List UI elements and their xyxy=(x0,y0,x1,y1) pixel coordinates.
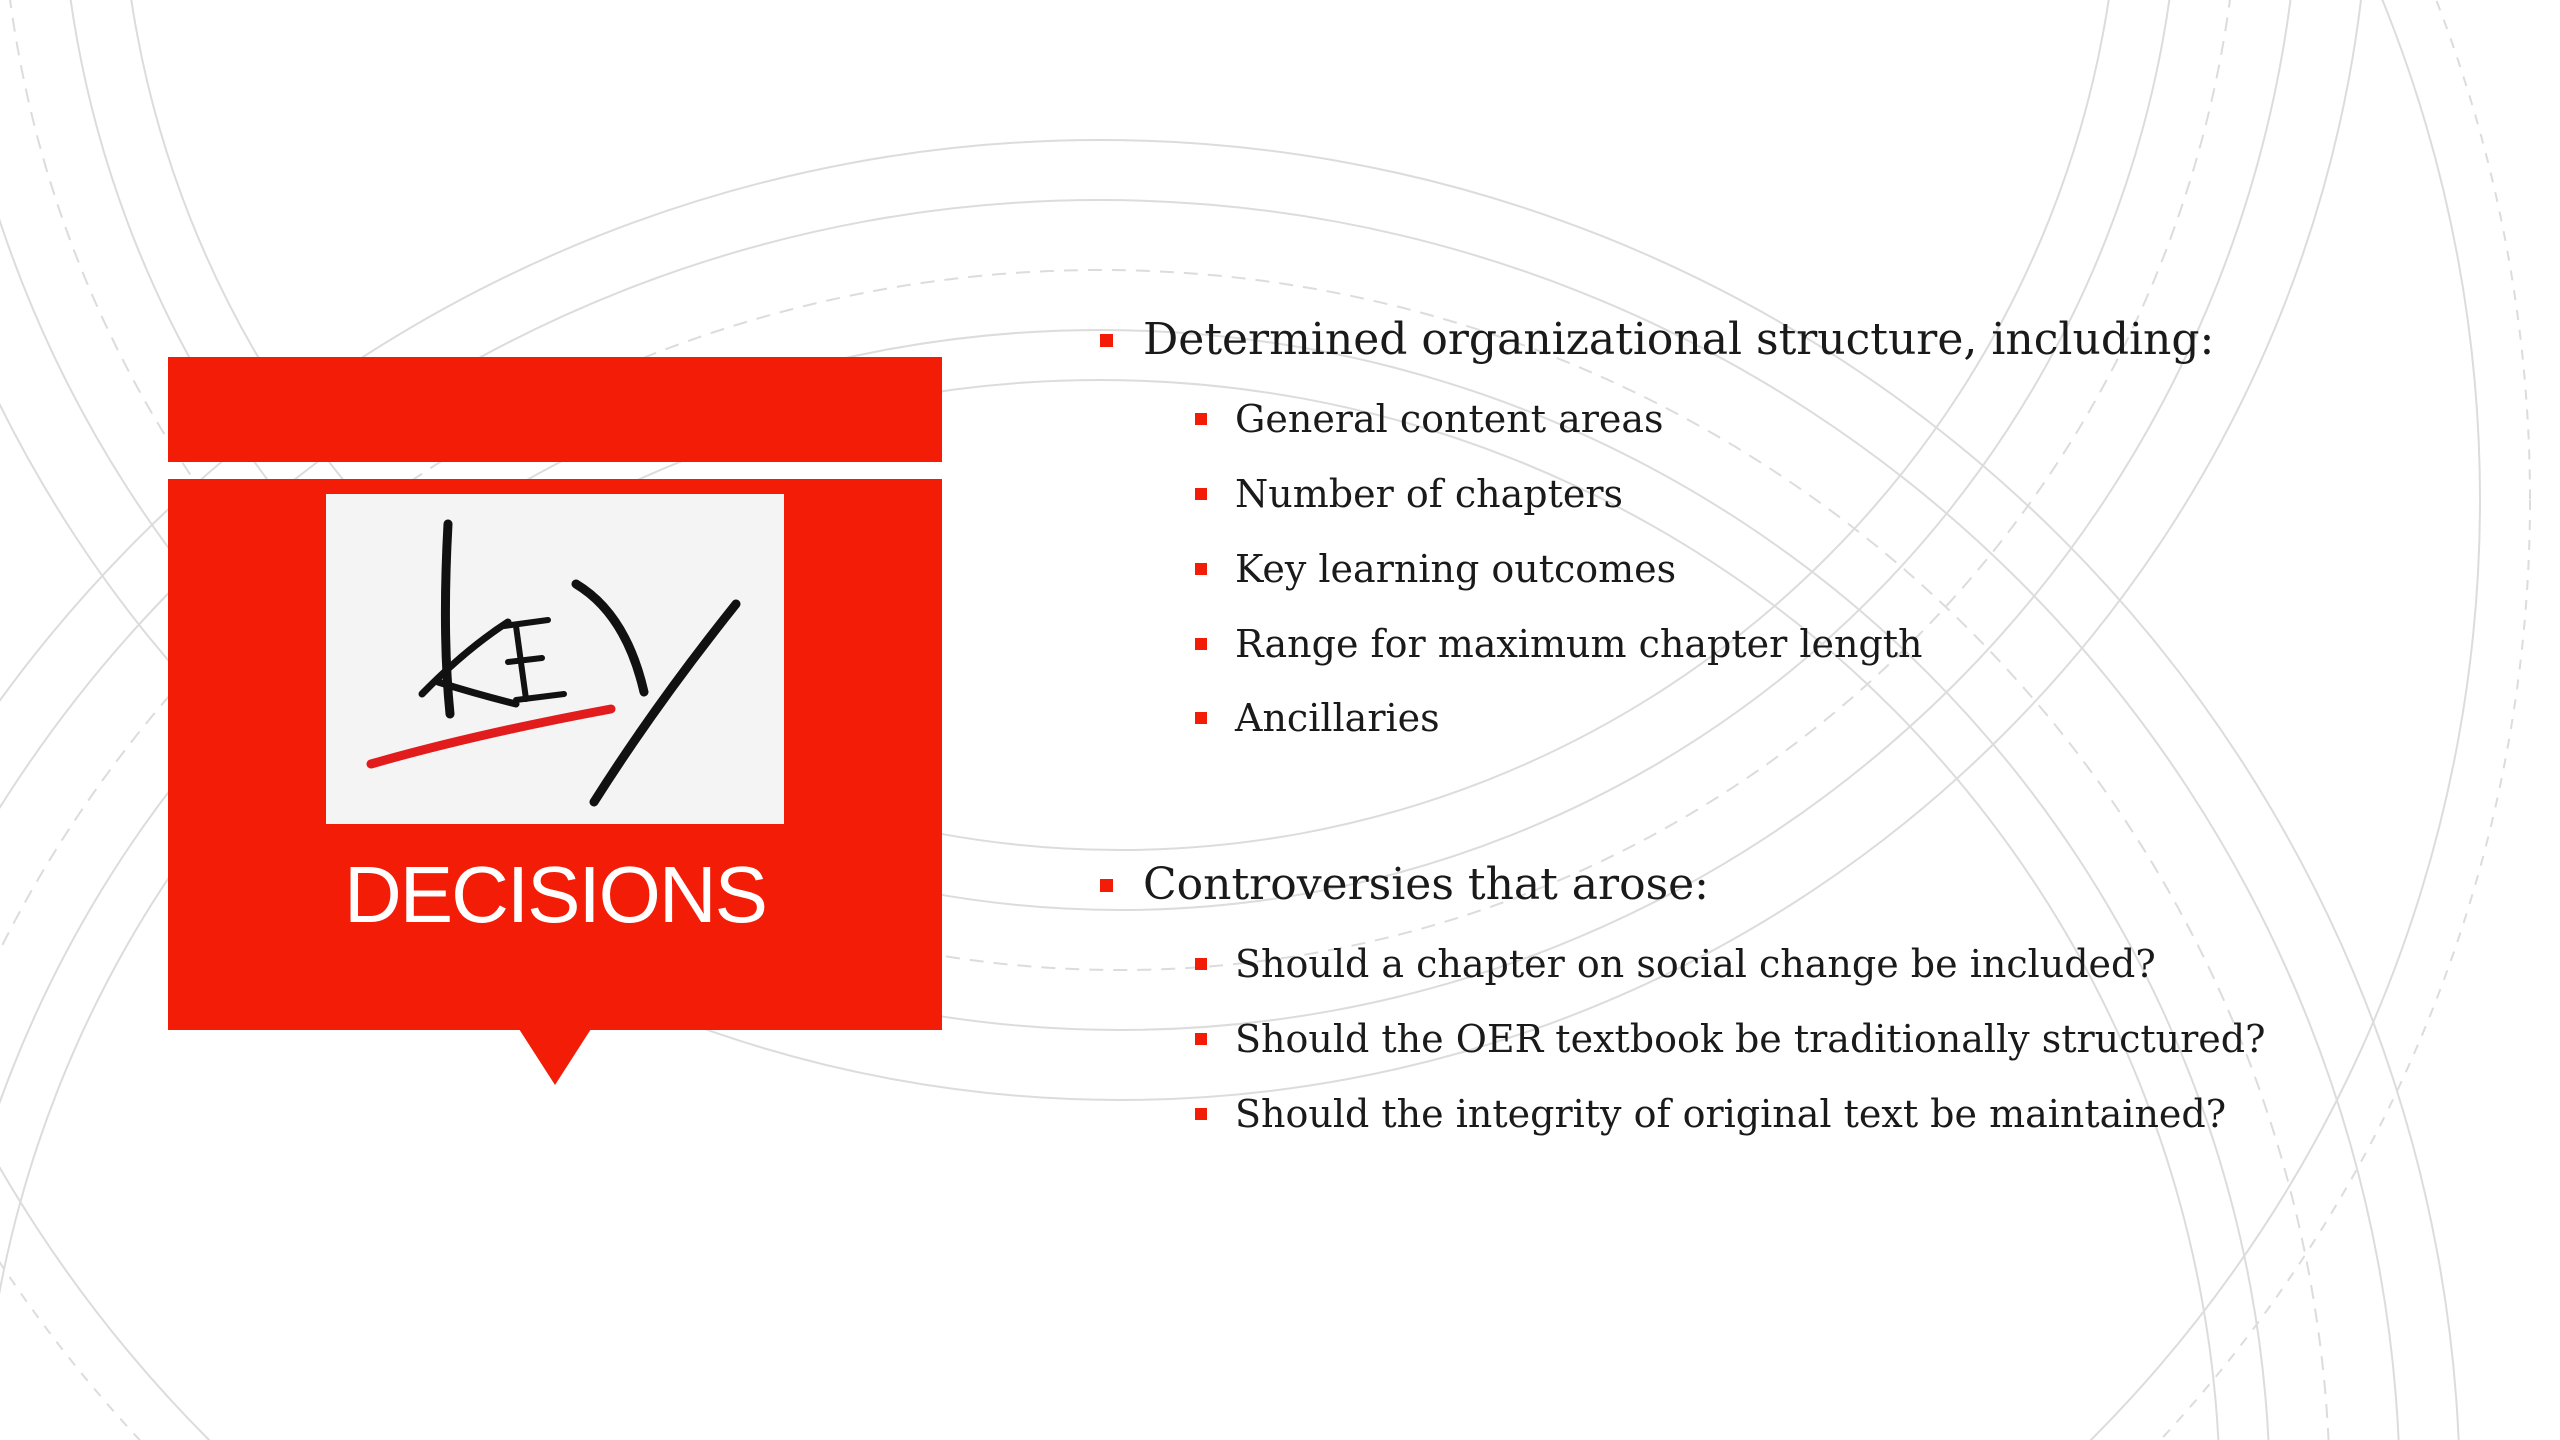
key-handwritten-image xyxy=(326,494,784,824)
list-item-text: Should a chapter on social change be included? xyxy=(1235,942,2156,986)
section-heading-text: Determined organizational structure, including: xyxy=(1143,314,2215,365)
bullet-icon xyxy=(1195,638,1207,650)
title-card-top-bar xyxy=(168,357,942,462)
bullet-icon xyxy=(1195,958,1207,970)
bullet-icon xyxy=(1195,1108,1207,1120)
list-item-text: General content areas xyxy=(1235,397,1664,441)
list-item xyxy=(1191,392,1664,446)
bullet-icon xyxy=(1100,334,1113,347)
bullet-icon xyxy=(1195,1033,1207,1045)
list-item-text: Key learning outcomes xyxy=(1235,547,1677,591)
list-item xyxy=(1191,691,1440,745)
list-item-text: Should the integrity of original text be maintained? xyxy=(1235,1092,2227,1136)
card-title: DECISIONS xyxy=(343,850,767,939)
bullet-icon xyxy=(1100,879,1113,892)
section-heading-text: Controversies that arose: xyxy=(1143,859,1710,910)
list-item xyxy=(1191,542,1676,596)
list-item xyxy=(1191,617,1923,671)
bullet-icon xyxy=(1195,563,1207,575)
list-item xyxy=(1191,1087,2226,1141)
list-item-text: Number of chapters xyxy=(1235,472,1623,516)
list-item xyxy=(1191,1012,2266,1066)
list-item-text: Should the OER textbook be traditionally structured? xyxy=(1235,1017,2266,1061)
list-item xyxy=(1191,937,2156,991)
list-item-text: Ancillaries xyxy=(1235,696,1440,740)
section-heading xyxy=(1095,855,1709,915)
bullet-icon xyxy=(1195,488,1207,500)
list-item-text: Range for maximum chapter length xyxy=(1235,622,1923,666)
bullet-icon xyxy=(1195,712,1207,724)
section-heading xyxy=(1095,310,2214,370)
bullet-icon xyxy=(1195,413,1207,425)
key-logo-image xyxy=(326,494,784,824)
title-card-pointer xyxy=(519,1029,591,1085)
list-item xyxy=(1191,467,1623,521)
